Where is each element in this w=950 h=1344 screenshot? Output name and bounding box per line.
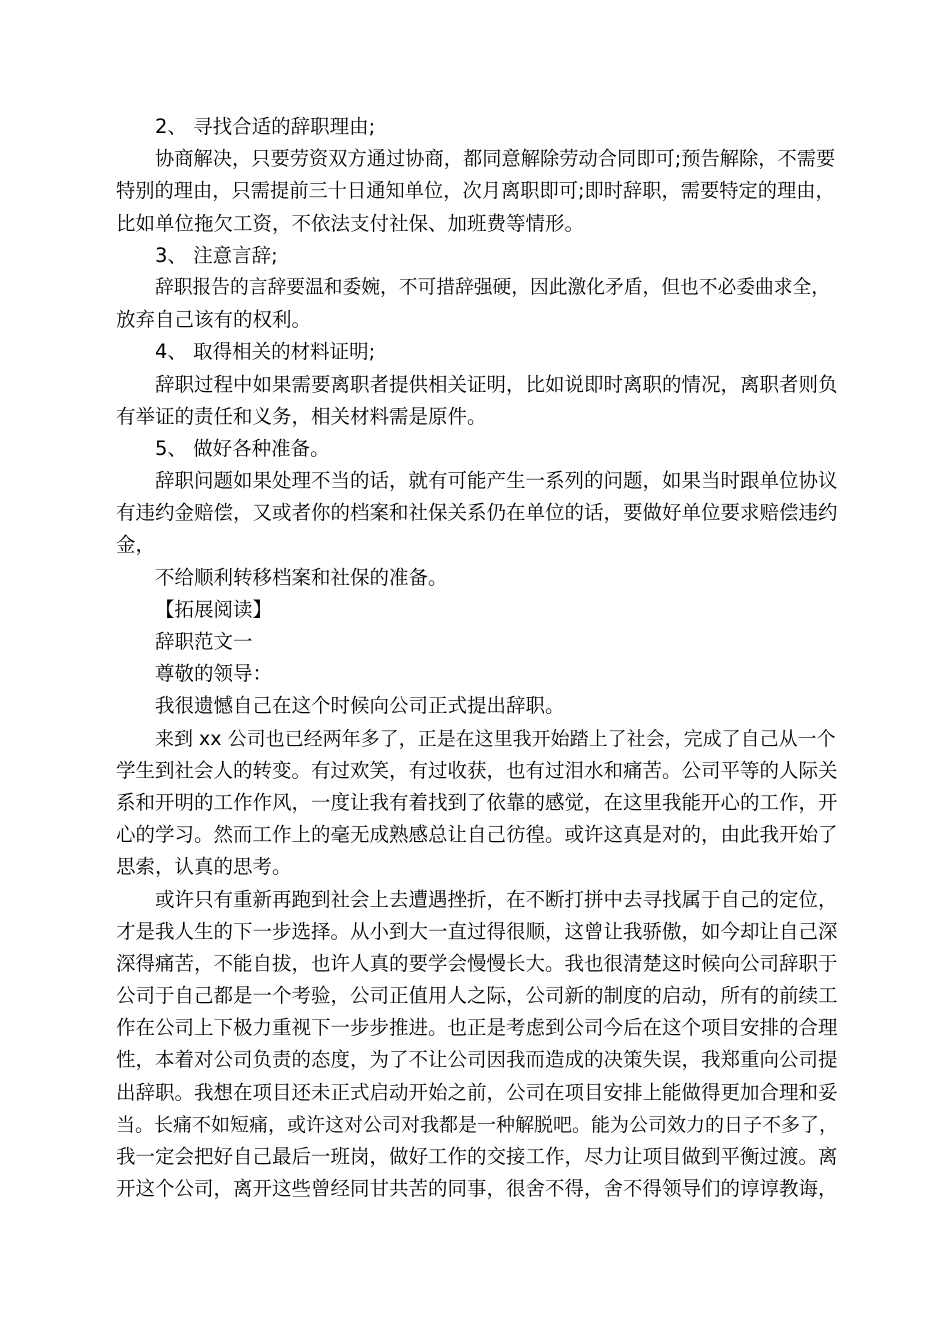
text-line: 不给顺利转移档案和社保的准备。: [155, 565, 448, 589]
text-line: 尊敬的领导：: [155, 662, 273, 686]
text-line: 辞职问题如果处理不当的话，就有可能产生一系列的问题，如果当时跟单位协议: [155, 469, 838, 493]
document-body: [116, 111, 839, 1205]
text-line: 系和开明的工作作风，一度让我有着找到了依靠的感觉，在这里我能开心的工作，开: [116, 790, 838, 814]
text-line: 我很遗憾自己在这个时候向公司正式提出辞职。: [155, 694, 565, 718]
text-line: 金，: [116, 533, 156, 557]
text-line: 或许只有重新再跑到社会上去遭遇挫折，在不断打拼中去寻找属于自己的定位，: [155, 887, 838, 911]
text-line: 5、 做好各种准备。: [155, 436, 330, 460]
text-line: 性，本着对公司负责的态度，为了不让公司因我而造成的决策失误，我郑重向公司提: [116, 1048, 838, 1072]
text-line: 4、 取得相关的材料证明;: [155, 340, 376, 364]
text-line: 出辞职。我想在项目还未正式启动开始之前，公司在项目安排上能做得更加合理和妥: [116, 1080, 838, 1104]
text-line: 作在公司上下极力重视下一步步推进。也正是考虑到公司今后在这个项目安排的合理: [116, 1016, 838, 1040]
text-line: 来到 xx 公司也已经两年多了，正是在这里我开始踏上了社会，完成了自己从一个: [155, 727, 836, 750]
text-line: 有举证的责任和义务，相关材料需是原件。: [116, 404, 487, 428]
text-line: 当。长痛不如短痛，或许这对公司对我都是一种解脱吧。能为公司效力的日子不多了，: [116, 1113, 839, 1136]
document-page: [116, 111, 839, 1205]
text-line: 开这个公司，离开这些曾经同甘共苦的同事，很舍不得，舍不得领导们的谆谆教诲，: [116, 1177, 838, 1201]
text-line: 思索，认真的思考。: [116, 855, 292, 879]
text-line: 有违约金赔偿，又或者你的档案和社保关系仍在单位的话，要做好单位要求赔偿违约: [116, 501, 838, 525]
text-line: 协商解决，只要劳资双方通过协商，都同意解除劳动合同即可;预告解除，不需要: [155, 147, 836, 171]
text-line: 学生到社会人的转变。有过欢笑，有过收获，也有过泪水和痛苦。公司平等的人际关: [116, 758, 838, 782]
text-line: 公司于自己都是一个考验，公司正值用人之际，公司新的制度的启动，所有的前续工: [116, 984, 838, 1008]
text-line: 2、 寻找合适的辞职理由;: [155, 115, 376, 138]
text-line: 特别的理由，只需提前三十日通知单位，次月离职即可;即时辞职，需要特定的理由，: [116, 179, 835, 203]
text-line: 深得痛苦，不能自拔，也许人真的要学会慢慢长大。我也很清楚这时候向公司辞职于: [116, 951, 838, 975]
text-line: 我一定会把好自己最后一班岗，做好工作的交接工作，尽力让项目做到平衡过渡。离: [116, 1145, 838, 1168]
text-line: 放弃自己该有的权利。: [116, 308, 312, 332]
text-line: 比如单位拖欠工资，不依法支付社保、加班费等情形。: [116, 211, 585, 235]
text-line: 辞职过程中如果需要离职者提供相关证明，比如说即时离职的情况，离职者则负: [155, 372, 838, 396]
text-line: 辞职报告的言辞要温和委婉，不可措辞强硬，因此激化矛盾，但也不必委曲求全，: [155, 276, 830, 298]
text-line: 才是我人生的下一步选择。从小到大一直过得很顺，这曾让我骄傲，如今却让自己深: [116, 919, 838, 943]
text-line: 辞职范文一: [155, 630, 253, 653]
text-line: 【拓展阅读】: [155, 597, 273, 621]
text-line: 3、 注意言辞;: [155, 243, 278, 267]
text-line: 心的学习。然而工作上的毫无成熟感总让自己彷徨。或许这真是对的，由此我开始了: [116, 823, 838, 847]
